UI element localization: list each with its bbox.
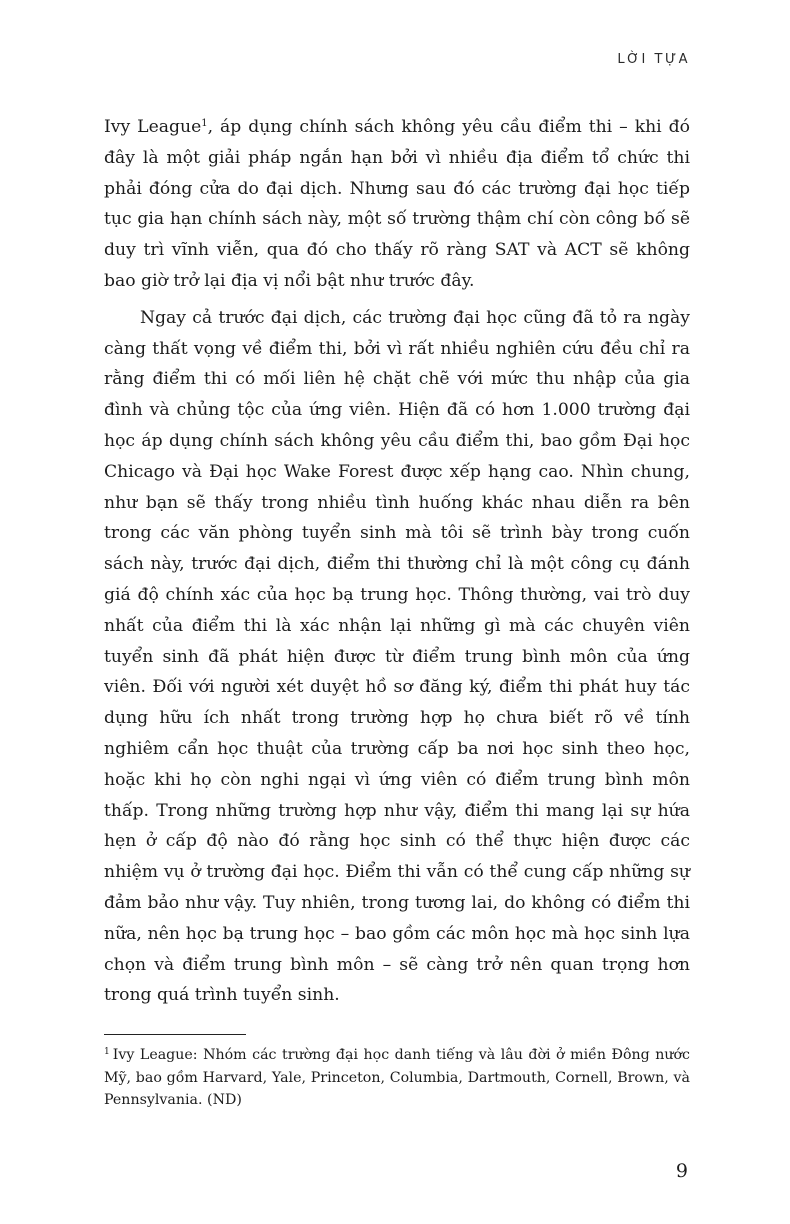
paragraph-1-start: Ivy League: [104, 117, 202, 137]
paragraph-1: [104, 112, 690, 297]
page-number: 9: [675, 1160, 688, 1182]
footnote-text: Ivy League: Nhóm các trường đại học danh tiếng và lâu đời ở miền Đông nước Mỹ, bao gồm Harvard, Yale, Princeton, Columbia, Dartmouth, Cornell, Brown, và Pennsylvania. (ND): [104, 1047, 690, 1108]
footnote-reference[interactable]: 1: [201, 118, 208, 129]
paragraph-2: Ngay cả trước đại dịch, các trường đại học cũng đã tỏ ra ngày càng thất vọng về điểm thi, bởi vì rất nhiều nghiên cứu đều chỉ ra rằng điểm thi có mối liên hệ chặt chẽ với mức thu nhập của gia đình và chủng tộc của ứng viên. Hiện đã có hơn 1.000 trường đại học áp dụng chính sách không yêu cầu điểm thi, bao gồm Đại học Chicago và Đại học Wake Forest được xếp hạng cao. Nhìn chung, như bạn sẽ thấy trong nhiều tình huống khác nhau diễn ra bên trong các văn phòng tuyển sinh mà tôi sẽ trình bày trong cuốn sách này, trước đại dịch, điểm thi thường chỉ là một công cụ đánh giá độ chính xác của học bạ trung học. Thông thường, vai trò duy nhất của điểm thi là xác nhận lại những gì mà các chuyên viên tuyển sinh đã phát hiện được từ điểm trung bình môn của ứng viên. Đối với người xét duyệt hồ sơ đăng ký, điểm thi phát huy tác dụng hữu ích nhất trong trường hợp họ chưa biết rõ về tính nghiêm cẩn học thuật của trường cấp ba nơi học sinh theo học, hoặc khi họ còn nghi ngại vì ứng viên có điểm trung bình môn thấp. Trong những trường hợp như vậy, điểm thi mang lại sự hứa hẹn ở cấp độ nào đó rằng học sinh có thể thực hiện được các nhiệm vụ ở trường đại học. Điểm thi vẫn có thể cung cấp những sự đảm bảo như vậy. Tuy nhiên, trong tương lai, do không có điểm thi nữa, nên học bạ trung học – bao gồm các môn học mà học sinh lựa chọn và điểm trung bình môn – sẽ càng trở nên quan trọng hơn trong quá trình tuyển sinh.: [104, 307, 690, 1006]
footnote: [104, 1044, 690, 1112]
footnote-number: 1: [104, 1047, 110, 1057]
running-header: LỜI TỰA: [617, 52, 690, 67]
paragraph-1-rest: , áp dụng chính sách không yêu cầu điểm thi – khi đó đây là một giải pháp ngắn hạn bởi vì nhiều địa điểm tổ chức thi phải đóng cửa do đại dịch. Nhưng sau đó các trường đại học tiếp tục gia hạn chính sách này, một số trường thậm chí còn công bố sẽ duy trì vĩnh viễn, qua đó cho thấy rõ ràng SAT và ACT sẽ không bao giờ trở lại địa vị nổi bật như trước đây.: [104, 117, 690, 291]
body-text: [104, 112, 690, 1011]
footnote-divider: [104, 1034, 246, 1035]
